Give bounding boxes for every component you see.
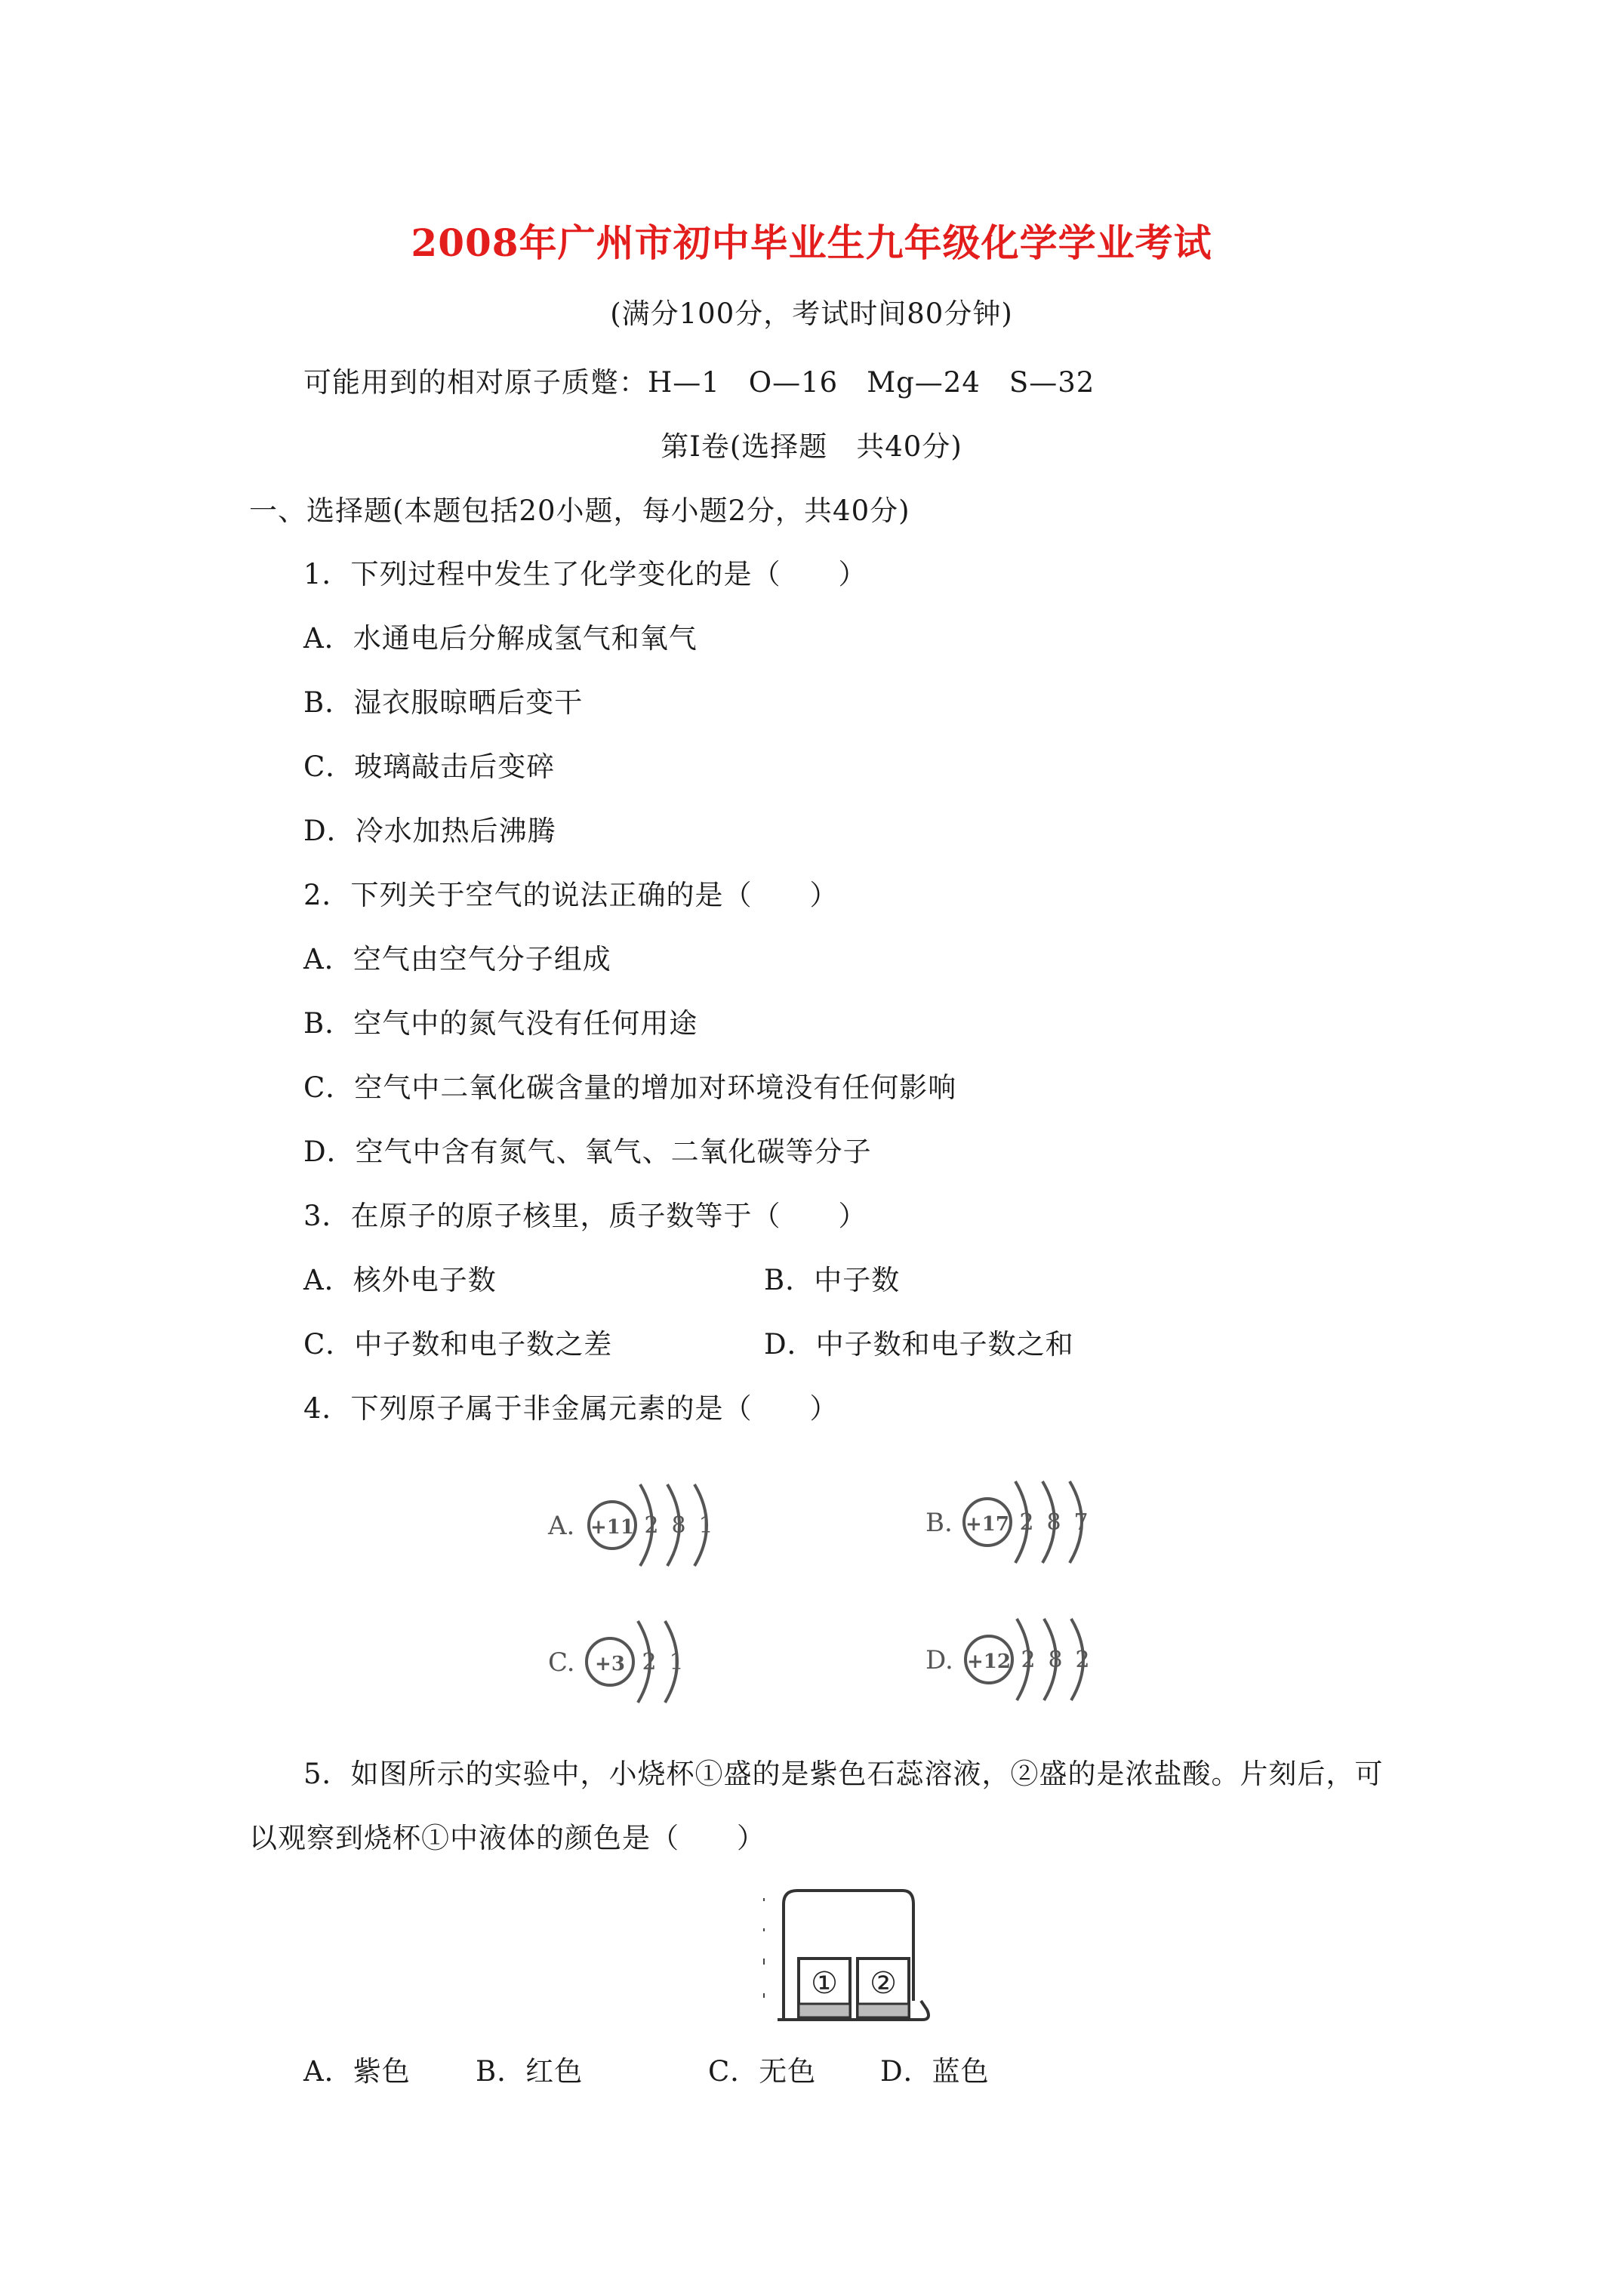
shell-count-b-2: 8: [1046, 1509, 1061, 1536]
atom-diagram-c: [548, 1621, 684, 1703]
beaker-1-label: ①: [811, 1966, 838, 2001]
question-2-option-d: D．空气中含有氮气、氧气、二氧化碳等分子: [303, 1136, 872, 1168]
question-5-stem-line-2: 以观察到烧杯①中液体的颜色是（ ）: [249, 1822, 765, 1854]
shell-count-b-3: 7: [1073, 1509, 1089, 1536]
diagram-label-a: A.: [548, 1511, 575, 1541]
question-1-stem: 1．下列过程中发生了化学变化的是（ ）: [303, 558, 867, 590]
beaker-1-liquid: [799, 2004, 850, 2017]
question-3-option-b: B．中子数: [764, 1264, 901, 1296]
shell-count-a-1: 2: [644, 1512, 659, 1539]
question-3-option-d: D．中子数和电子数之和: [764, 1328, 1074, 1361]
shell-count-c-1: 2: [642, 1649, 657, 1675]
question-5-option-c: C．无色: [708, 2055, 817, 2088]
shell-count-c-2: 1: [669, 1649, 684, 1675]
question-4-stem: 4．下列原子属于非金属元素的是（ ）: [303, 1392, 839, 1425]
shell-count-d-3: 2: [1075, 1647, 1090, 1673]
question-3-stem: 3．在原子的原子核里，质子数等于（ ）: [303, 1200, 867, 1232]
shell-count-d-1: 2: [1021, 1647, 1036, 1673]
question-2-option-b: B．空气中的氮气没有任何用途: [303, 1007, 698, 1040]
question-5-stem-line-1: 5．如图所示的实验中，小烧杯①盛的是紫色石蕊溶液，②盛的是浓盐酸。片刻后，可: [303, 1758, 1384, 1790]
volume-heading: 第Ⅰ卷(选择题 共40分): [661, 430, 962, 463]
atom-diagram-b: [925, 1481, 1089, 1563]
question-2-option-c: C．空气中二氧化碳含量的增加对环境没有任何影响: [303, 1071, 957, 1104]
shell-count-b-1: 2: [1019, 1509, 1034, 1536]
atomic-masses: 可能用到的相对原子质蹩：H—1 O—16 Mg—24 S—32: [303, 366, 1095, 399]
exam-subtitle: (满分100分，考试时间80分钟): [610, 297, 1013, 330]
section-heading: 一、选择题(本题包括20小题，每小题2分，共40分): [249, 495, 910, 527]
question-1-option-d: D．冷水加热后沸腾: [303, 815, 556, 847]
shell-count-a-3: 1: [698, 1512, 713, 1539]
nucleus-charge-a: +11: [590, 1516, 634, 1539]
atom-diagram-a: [547, 1484, 713, 1566]
question-1-option-c: C．玻璃敲击后变碎: [303, 750, 556, 783]
nucleus-charge-c: +3: [595, 1653, 625, 1675]
atom-structure-diagrams: [0, 1457, 1623, 1729]
question-2-option-a: A．空气由空气分子组成: [303, 943, 611, 975]
beaker-2-liquid: [858, 2004, 909, 2017]
exam-title: 2008年广州市初中毕业生九年级化学学业考试: [411, 220, 1212, 265]
diagram-label-c: C.: [548, 1647, 575, 1678]
shell-count-a-2: 8: [671, 1512, 686, 1539]
question-1-option-b: B．湿衣服晾晒后变干: [303, 686, 584, 719]
diagram-label-d: D.: [925, 1645, 953, 1675]
question-1-option-a: A．水通电后分解成氢气和氧气: [303, 622, 698, 655]
beaker-experiment-figure: [755, 1880, 936, 2039]
shell-count-d-2: 8: [1048, 1647, 1063, 1673]
question-3-option-a: A．核外电子数: [303, 1264, 497, 1296]
nucleus-charge-b: +17: [965, 1513, 1009, 1536]
question-5-option-a: A．紫色: [303, 2055, 411, 2088]
nucleus-charge-d: +12: [967, 1650, 1011, 1673]
question-3-option-c: C．中子数和电子数之差: [303, 1328, 613, 1361]
question-5-option-d: D．蓝色: [880, 2055, 990, 2088]
question-2-stem: 2．下列关于空气的说法正确的是（ ）: [303, 879, 839, 911]
atom-diagram-d: [925, 1619, 1090, 1700]
diagram-label-b: B.: [925, 1508, 953, 1538]
question-5-option-b: B．红色: [476, 2055, 584, 2088]
beaker-2-label: ②: [870, 1966, 897, 2001]
